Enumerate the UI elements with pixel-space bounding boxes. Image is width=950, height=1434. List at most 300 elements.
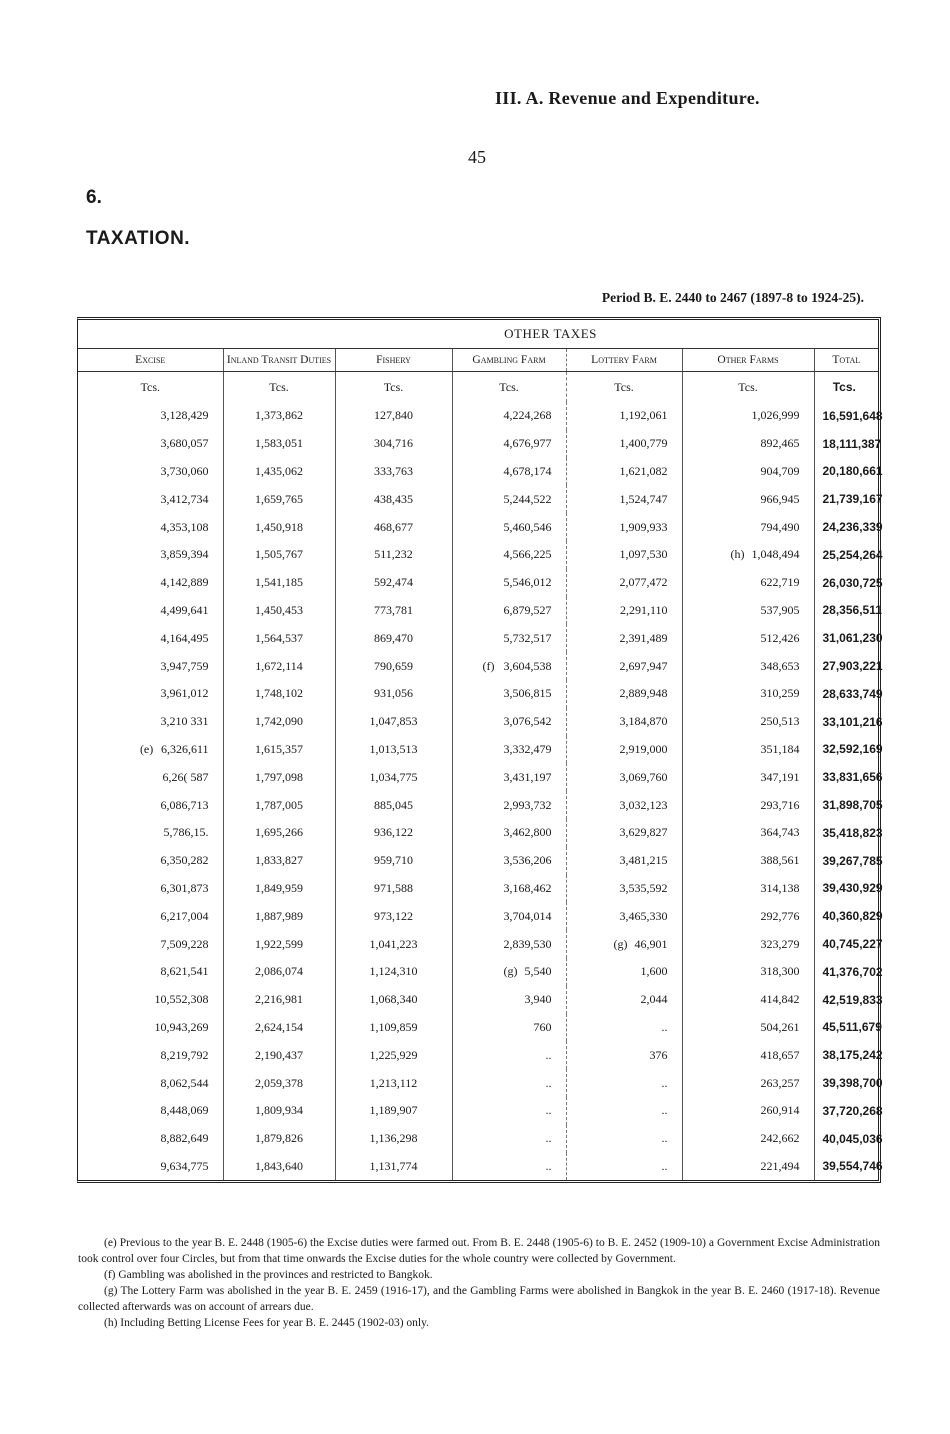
cell-value: 3,431,197	[503, 769, 552, 784]
cell-value: 869,470	[374, 630, 413, 645]
cell-value: 4,499,641	[160, 602, 209, 617]
cell-value: ..	[545, 1075, 552, 1090]
cell-value: 1,505,767	[255, 547, 303, 562]
table-row	[78, 597, 878, 625]
cell-fishery	[335, 847, 452, 875]
cell-other-farms	[682, 1153, 814, 1181]
cell-inland-transit	[223, 736, 335, 764]
cell-lottery	[566, 597, 682, 625]
cell-other-farms	[682, 541, 814, 569]
table-row	[78, 847, 878, 875]
cell-gambling	[452, 541, 566, 569]
cell-value: 347,191	[760, 769, 800, 784]
cell-value: 5,732,517	[503, 630, 552, 645]
cell-total	[814, 791, 883, 819]
cell-inland-transit	[223, 958, 335, 986]
cell-value: 2,059,378	[255, 1075, 303, 1090]
cell-value: 6,879,527	[503, 602, 552, 617]
table-row	[78, 458, 878, 486]
cell-other-farms	[682, 1097, 814, 1125]
cell-other-farms	[682, 708, 814, 736]
cell-gambling	[452, 791, 566, 819]
table-row	[78, 680, 878, 708]
cell-value: 1,615,357	[255, 741, 303, 756]
cell-other-farms	[682, 1125, 814, 1153]
cell-value: 2,839,530	[503, 936, 552, 951]
table-row	[78, 485, 878, 513]
cell-excise	[78, 541, 223, 569]
cell-other-farms	[682, 1069, 814, 1097]
cell-fishery	[335, 1069, 452, 1097]
cell-value: ..	[661, 1131, 668, 1146]
cell-value: 1,879,826	[255, 1131, 303, 1146]
cell-value: 2,919,000	[619, 741, 668, 756]
cell-gambling	[452, 402, 566, 430]
cell-value: 1,192,061	[619, 408, 668, 423]
cell-value: 8,621,541	[160, 964, 209, 979]
cell-excise	[78, 513, 223, 541]
unit-label: Tcs.	[814, 372, 878, 403]
unit-label: Tcs.	[140, 379, 160, 394]
cell-value: 39,267,785	[822, 853, 883, 868]
cell-value: 973,122	[374, 908, 413, 923]
cell-fishery	[335, 680, 452, 708]
cell-inland-transit	[223, 430, 335, 458]
cell-value: 1,189,907	[369, 1103, 418, 1118]
cell-value: 3,210 331	[160, 714, 209, 729]
cell-excise	[78, 763, 223, 791]
cell-excise	[78, 1125, 223, 1153]
cell-value: 26,030,725	[822, 575, 883, 590]
cell-value: 1,373,862	[255, 408, 303, 423]
cell-inland-transit	[223, 1014, 335, 1042]
cell-value: 1,048,494	[751, 547, 800, 562]
cell-inland-transit	[223, 402, 335, 430]
cell-other-farms	[682, 1014, 814, 1042]
cell-inland-transit	[223, 819, 335, 847]
cell-value: 760	[533, 1019, 552, 1034]
cell-value: 292,776	[760, 908, 800, 923]
cell-lottery	[566, 680, 682, 708]
cell-value: ..	[545, 1047, 552, 1062]
cell-excise	[78, 708, 223, 736]
cell-value: 4,353,108	[160, 519, 209, 534]
cell-lottery	[566, 958, 682, 986]
cell-value: 40,745,227	[822, 937, 883, 952]
cell-value: 1,034,775	[369, 769, 418, 784]
cell-total	[814, 652, 883, 680]
cell-value: 794,490	[760, 519, 800, 534]
footnote-marker: (h)	[730, 547, 745, 562]
table-row	[78, 708, 878, 736]
cell-value: 24,236,339	[822, 520, 883, 535]
cell-value: 936,122	[374, 825, 413, 840]
footnote-marker: (g)	[503, 964, 518, 979]
cell-value: 1,659,765	[255, 491, 303, 506]
cell-value: 6,301,873	[160, 880, 209, 895]
cell-other-farms	[682, 458, 814, 486]
cell-gambling	[452, 1125, 566, 1153]
col-header-total: Total	[814, 349, 878, 372]
cell-fishery	[335, 541, 452, 569]
footnotes	[78, 1235, 880, 1331]
cell-value: 1,843,640	[255, 1158, 303, 1173]
cell-other-farms	[682, 680, 814, 708]
cell-excise	[78, 1097, 223, 1125]
cell-lottery	[566, 847, 682, 875]
cell-value: 2,044	[640, 992, 668, 1007]
table-row	[78, 1097, 878, 1125]
table-row	[78, 1041, 878, 1069]
cell-other-farms	[682, 430, 814, 458]
table-row	[78, 902, 878, 930]
footnote-marker: (f)	[482, 658, 495, 673]
cell-inland-transit	[223, 791, 335, 819]
cell-total	[814, 485, 883, 513]
cell-inland-transit	[223, 875, 335, 903]
cell-value: 33,831,656	[822, 770, 883, 785]
cell-fishery	[335, 736, 452, 764]
cell-value: 1,583,051	[255, 436, 303, 451]
cell-value: 5,244,522	[503, 491, 552, 506]
cell-value: 3,506,815	[503, 686, 552, 701]
cell-value: 3,069,760	[619, 769, 668, 784]
cell-total	[814, 819, 883, 847]
cell-value: 1,013,513	[369, 741, 418, 756]
cell-value: 4,142,889	[160, 575, 209, 590]
cell-inland-transit	[223, 847, 335, 875]
cell-value: 622,719	[760, 575, 800, 590]
cell-value: 3,604,538	[503, 658, 552, 673]
cell-total	[814, 402, 883, 430]
cell-lottery	[566, 402, 682, 430]
cell-value: 16,591,648	[822, 408, 883, 423]
cell-fishery	[335, 513, 452, 541]
cell-value: 1,109,859	[369, 1019, 418, 1034]
cell-value: 351,184	[760, 741, 800, 756]
cell-value: 2,216,981	[255, 992, 303, 1007]
cell-fishery	[335, 402, 452, 430]
cell-excise	[78, 902, 223, 930]
cell-total	[814, 430, 882, 458]
cell-value: 1,849,959	[255, 880, 303, 895]
unit-label: Tcs.	[452, 372, 566, 403]
cell-total	[814, 708, 883, 736]
cell-value: 3,535,592	[619, 880, 668, 895]
cell-value: 1,672,114	[255, 658, 303, 673]
cell-lottery	[566, 763, 682, 791]
cell-value: 8,062,544	[160, 1075, 209, 1090]
cell-value: 304,716	[374, 436, 413, 451]
cell-fishery	[335, 1041, 452, 1069]
footnote-marker: (g)	[613, 936, 628, 951]
cell-value: 1,225,929	[369, 1047, 418, 1062]
cell-value: 40,360,829	[822, 909, 883, 924]
cell-total	[814, 736, 883, 764]
cell-value: 3,168,462	[503, 880, 552, 895]
cell-value: 5,540	[524, 964, 552, 979]
cell-lottery	[566, 485, 682, 513]
cell-value: 1,400,779	[619, 436, 668, 451]
cell-fishery	[335, 1014, 452, 1042]
cell-value: 3,680,057	[160, 436, 209, 451]
page-number: 45	[468, 147, 486, 167]
cell-gambling	[452, 597, 566, 625]
cell-value: 310,259	[760, 686, 800, 701]
cell-value: 414,842	[760, 992, 800, 1007]
cell-fishery	[335, 624, 452, 652]
cell-total	[814, 930, 883, 958]
cell-value: 323,279	[760, 936, 800, 951]
cell-inland-transit	[223, 708, 335, 736]
cell-inland-transit	[223, 930, 335, 958]
table-row	[78, 958, 878, 986]
cell-value: 333,763	[374, 463, 413, 478]
cell-value: 512,426	[760, 630, 800, 645]
cell-lottery	[566, 986, 682, 1014]
cell-excise	[78, 402, 223, 430]
cell-value: 3,184,870	[619, 714, 668, 729]
cell-value: 1,041,223	[369, 936, 418, 951]
cell-other-farms	[682, 819, 814, 847]
col-header-lottery: Lottery Farm	[566, 349, 682, 372]
cell-value: 25,254,264	[822, 547, 883, 562]
section-heading: III. A. Revenue and Expenditure.	[495, 88, 760, 108]
cell-value: 592,474	[374, 575, 413, 590]
cell-total	[814, 958, 883, 986]
cell-value: 438,435	[374, 491, 413, 506]
cell-fishery	[335, 763, 452, 791]
cell-value: 966,945	[760, 491, 800, 506]
cell-value: 40,045,036	[822, 1131, 883, 1146]
cell-fishery	[335, 652, 452, 680]
cell-value: 28,356,511	[822, 603, 882, 618]
cell-excise	[78, 485, 223, 513]
cell-value: 46,901	[634, 936, 668, 951]
cell-value: 10,552,308	[154, 992, 209, 1007]
cell-value: 2,077,472	[619, 575, 668, 590]
cell-value: 1,124,310	[369, 964, 418, 979]
cell-value: 39,554,746	[822, 1159, 883, 1174]
cell-value: 1,695,266	[255, 825, 303, 840]
cell-total	[814, 513, 883, 541]
cell-value: 18,111,387	[822, 436, 882, 451]
cell-lottery	[566, 736, 682, 764]
cell-excise	[78, 1069, 223, 1097]
cell-excise	[78, 875, 223, 903]
cell-value: 468,677	[374, 519, 413, 534]
cell-inland-transit	[223, 541, 335, 569]
cell-value: 3,481,215	[619, 853, 668, 868]
cell-total	[814, 847, 883, 875]
cell-value: 1,809,934	[255, 1103, 303, 1118]
cell-total	[814, 1097, 883, 1125]
cell-lottery	[566, 652, 682, 680]
cell-value: 511,232	[374, 547, 413, 562]
table-row	[78, 763, 878, 791]
cell-value: 42,519,833	[822, 992, 883, 1007]
cell-value: 127,840	[374, 408, 413, 423]
cell-gambling	[452, 1097, 566, 1125]
cell-excise	[78, 1041, 223, 1069]
cell-value: 364,743	[760, 825, 800, 840]
cell-inland-transit	[223, 569, 335, 597]
cell-value: 318,300	[760, 964, 800, 979]
cell-inland-transit	[223, 1097, 335, 1125]
cell-fishery	[335, 485, 452, 513]
cell-total	[814, 875, 883, 903]
cell-gambling	[452, 485, 566, 513]
cell-value: 293,716	[760, 797, 800, 812]
cell-gambling	[452, 458, 566, 486]
cell-value: 1,797,098	[255, 769, 303, 784]
cell-total	[814, 902, 883, 930]
cell-value: 3,465,330	[619, 908, 668, 923]
cell-value: 1,047,853	[369, 714, 418, 729]
page-title: TAXATION.	[86, 228, 191, 249]
cell-lottery	[566, 1041, 682, 1069]
cell-fishery	[335, 791, 452, 819]
cell-other-farms	[682, 930, 814, 958]
unit-label: Tcs.	[335, 372, 452, 403]
cell-value: 885,045	[374, 797, 413, 812]
cell-value: 35,418,823	[822, 825, 883, 840]
footnote-e: (e) Previous to the year B. E. 2448 (1905-6) the Excise duties were farmed out. From B. E. 2448 (1905-6) to B. E. 2452 (1909-10) a Government Excise Administration took control over four Circles, but from that time onwards the Excise duties for the whole country were collected by Government.	[78, 1237, 880, 1265]
cell-value: 3,961,012	[160, 686, 209, 701]
cell-excise	[78, 1014, 223, 1042]
cell-value: 3,859,394	[160, 547, 209, 562]
table-row	[78, 930, 878, 958]
cell-excise	[78, 680, 223, 708]
cell-fishery	[335, 1153, 452, 1181]
table-row	[78, 541, 878, 569]
col-header-gambling: Gambling Farm	[452, 349, 566, 372]
cell-total	[814, 680, 883, 708]
table-row	[78, 819, 878, 847]
cell-value: 8,882,649	[160, 1131, 209, 1146]
cell-lottery	[566, 708, 682, 736]
cell-value: 37,720,268	[822, 1103, 883, 1118]
cell-other-farms	[682, 1041, 814, 1069]
cell-other-farms	[682, 847, 814, 875]
cell-value: 904,709	[760, 463, 800, 478]
cell-value: 1,742,090	[255, 714, 303, 729]
cell-lottery	[566, 819, 682, 847]
cell-value: ..	[545, 1158, 552, 1173]
cell-excise	[78, 569, 223, 597]
col-header-fishery: Fishery	[335, 349, 452, 372]
cell-value: 27,903,221	[822, 659, 883, 674]
cell-value: 1,131,774	[369, 1158, 418, 1173]
cell-excise	[78, 736, 223, 764]
cell-gambling	[452, 708, 566, 736]
cell-lottery	[566, 458, 682, 486]
cell-value: 1,909,933	[619, 519, 668, 534]
cell-lottery	[566, 791, 682, 819]
cell-gambling	[452, 763, 566, 791]
cell-value: 2,697,947	[619, 658, 668, 673]
cell-excise	[78, 652, 223, 680]
cell-value: 6,326,611	[160, 741, 209, 756]
cell-excise	[78, 430, 223, 458]
cell-gambling	[452, 680, 566, 708]
cell-gambling	[452, 1041, 566, 1069]
cell-value: 260,914	[760, 1103, 800, 1118]
cell-total	[814, 1069, 883, 1097]
cell-total	[814, 541, 883, 569]
cell-excise	[78, 819, 223, 847]
cell-excise	[78, 597, 223, 625]
cell-value: ..	[661, 1075, 668, 1090]
cell-value: 4,224,268	[503, 408, 552, 423]
cell-gambling	[452, 847, 566, 875]
cell-total	[814, 986, 883, 1014]
cell-lottery	[566, 624, 682, 652]
cell-value: 10,943,269	[154, 1019, 209, 1034]
table-row	[78, 652, 878, 680]
cell-value: 3,947,759	[160, 658, 209, 673]
cell-gambling	[452, 569, 566, 597]
cell-value: 3,730,060	[160, 463, 209, 478]
other-taxes-header: OTHER TAXES	[223, 320, 878, 349]
cell-value: 7,509,228	[160, 936, 209, 951]
table-row	[78, 791, 878, 819]
cell-gambling	[452, 1153, 566, 1181]
cell-other-farms	[682, 485, 814, 513]
cell-inland-transit	[223, 513, 335, 541]
cell-other-farms	[682, 875, 814, 903]
cell-total	[814, 597, 882, 625]
cell-value: 892,465	[760, 436, 800, 451]
cell-value: 1,450,918	[255, 519, 303, 534]
cell-value: 314,138	[760, 880, 800, 895]
cell-gambling	[452, 819, 566, 847]
cell-gambling	[452, 902, 566, 930]
cell-fishery	[335, 819, 452, 847]
table-row	[78, 1069, 878, 1097]
cell-value: 33,101,216	[822, 714, 883, 729]
cell-excise	[78, 624, 223, 652]
cell-total	[814, 1125, 883, 1153]
cell-gambling	[452, 430, 566, 458]
cell-value: 250,513	[760, 714, 800, 729]
cell-gambling	[452, 930, 566, 958]
cell-excise	[78, 930, 223, 958]
cell-value: 2,624,154	[255, 1019, 303, 1034]
cell-fishery	[335, 875, 452, 903]
cell-value: 2,291,110	[619, 602, 668, 617]
cell-other-farms	[682, 763, 814, 791]
cell-inland-transit	[223, 680, 335, 708]
table-row	[78, 1153, 878, 1181]
table-row	[78, 1125, 878, 1153]
cell-other-farms	[682, 597, 814, 625]
cell-fishery	[335, 958, 452, 986]
cell-total	[814, 1014, 882, 1042]
cell-fishery	[335, 458, 452, 486]
cell-lottery	[566, 875, 682, 903]
cell-value: 3,940	[524, 992, 552, 1007]
cell-total	[814, 763, 883, 791]
cell-gambling	[452, 1069, 566, 1097]
cell-value: 41,376,702	[822, 964, 883, 979]
cell-value: 1,026,999	[751, 408, 800, 423]
cell-other-farms	[682, 736, 814, 764]
cell-lottery	[566, 1125, 682, 1153]
group-header-row	[78, 320, 878, 349]
cell-fishery	[335, 430, 452, 458]
cell-value: 45,511,679	[822, 1020, 882, 1035]
